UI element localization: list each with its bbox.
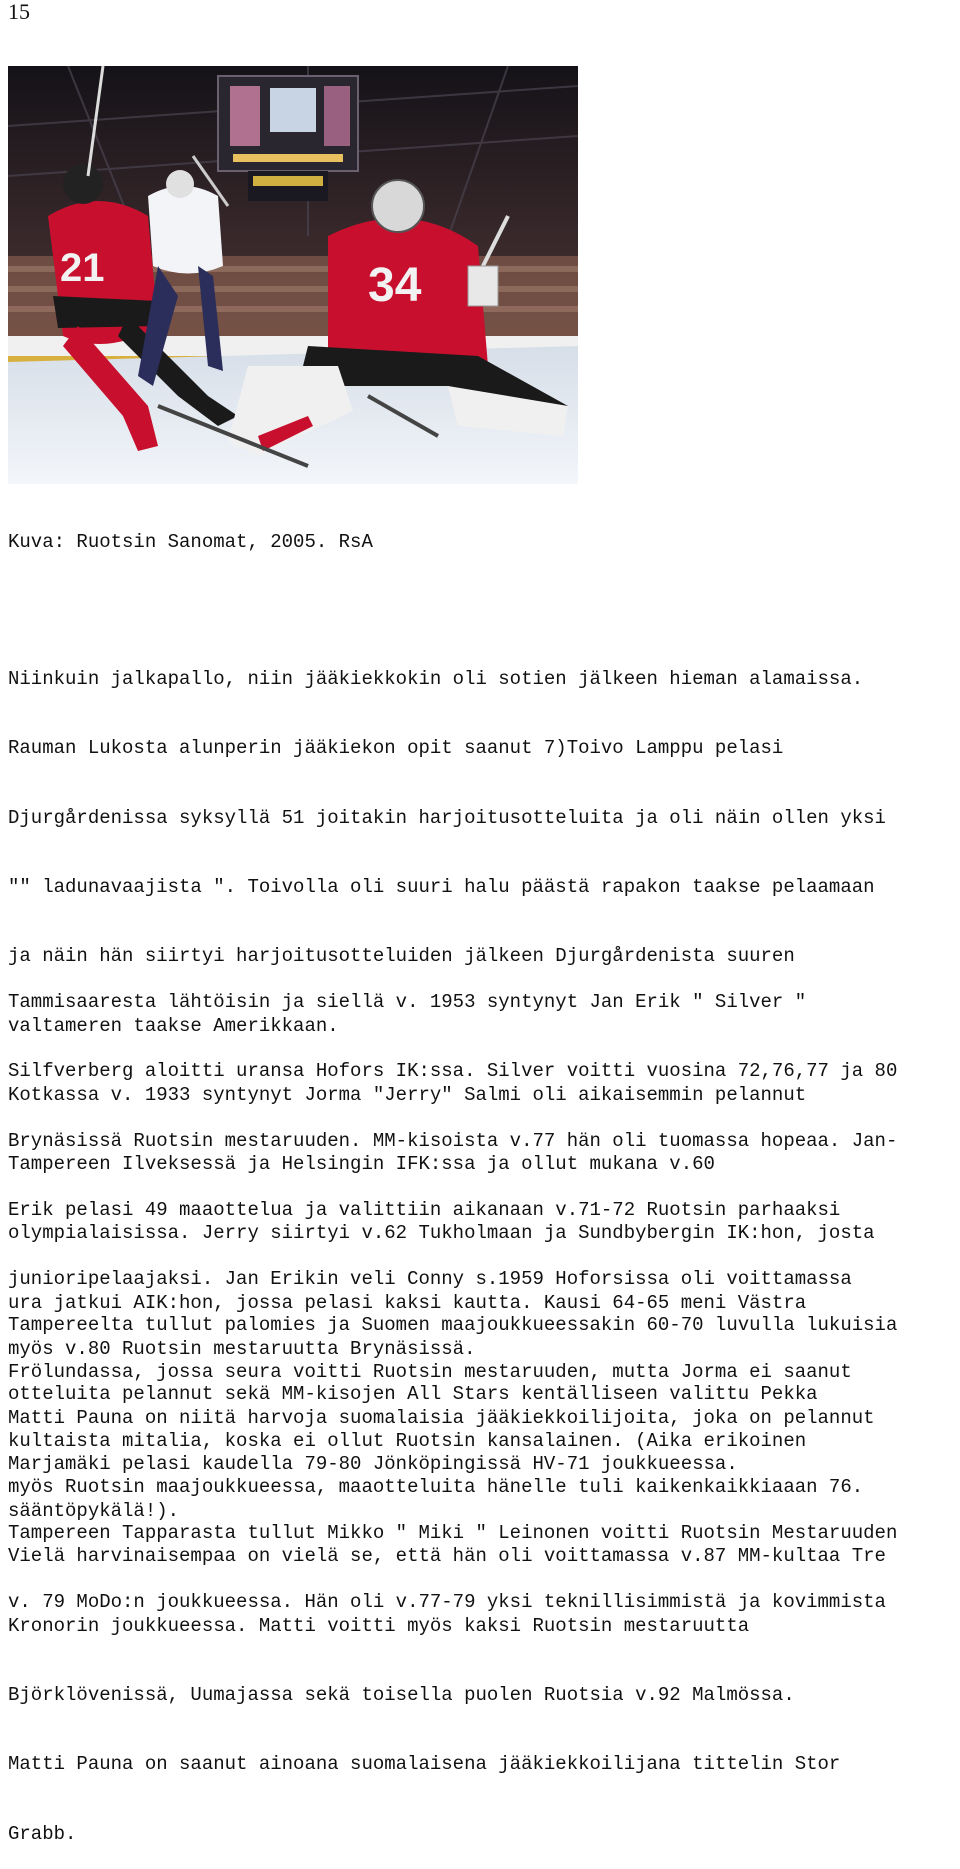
- hockey-photo: [8, 66, 578, 484]
- text-line: Tampereen Tapparasta tullut Mikko " Miki " Leinonen voitti Ruotsin Mestaruuden: [8, 1522, 898, 1545]
- text-line: otteluita pelannut sekä MM-kisojen All Stars kentälliseen valittu Pekka: [8, 1383, 818, 1406]
- text-line: Rauman Lukosta alunperin jääkiekon opit saanut 7)Toivo Lamppu pelasi: [8, 737, 784, 760]
- text-line: junioripelaajaksi. Jan Erikin veli Conny s.1959 Hoforsissa oli voittamassa: [8, 1268, 852, 1291]
- text-line: Djurgårdenissa syksyllä 51 joitakin harjoitusotteluita ja oli näin ollen yksi: [8, 806, 886, 829]
- text-line: Kotkassa v. 1933 syntynyt Jorma "Jerry" Salmi oli aikaisemmin pelannut: [8, 1083, 807, 1106]
- paragraph-3: [8, 1268, 960, 1638]
- text-line: "" ladunavaajista ". Toivolla oli suuri halu päästä rapakon taakse pelaamaan: [8, 876, 875, 899]
- text-line: kultaista mitalia, koska ei ollut Ruotsin kansalainen. (Aika erikoinen: [8, 1430, 807, 1453]
- text-line: valtameren taakse Amerikkaan.: [8, 1014, 339, 1037]
- page-number: 15: [8, 0, 30, 24]
- text-line: Matti Pauna on saanut ainoana suomalaisena jääkiekkoilijana tittelin Stor: [8, 1753, 841, 1776]
- text-line: Frölundassa, jossa seura voitti Ruotsin mestaruuden, mutta Jorma ei saanut: [8, 1361, 852, 1383]
- text-line: Erik pelasi 49 maaottelua ja valittiin aikanaan v.71-72 Ruotsin parhaaksi: [8, 1199, 841, 1222]
- text-line: v. 79 MoDo:n joukkueessa. Hän oli v.77-79 yksi teknillisimmistä ja kovimmista: [8, 1591, 886, 1614]
- photo-caption: Kuva: Ruotsin Sanomat, 2005. RsA: [8, 531, 373, 553]
- text-line: myös v.80 Ruotsin mestaruutta Brynäsissä.: [8, 1337, 476, 1360]
- text-line: Vielä harvinaisempaa on vielä se, että hän oli voittamassa v.87 MM-kultaa Tre: [8, 1545, 886, 1568]
- jersey-number-right: 34: [368, 259, 422, 312]
- text-line: Silfverberg aloitti uransa Hofors IK:ssa. Silver voitti vuosina 72,76,77 ja 80: [8, 1060, 898, 1083]
- text-line: ura jatkui AIK:hon, jossa pelasi kaksi kautta. Kausi 64-65 meni Västra: [8, 1291, 807, 1314]
- text-line: olympialaisissa. Jerry siirtyi v.62 Tukholmaan ja Sundbybergin IK:hon, josta: [8, 1222, 875, 1245]
- jersey-number-left: 21: [60, 246, 105, 290]
- text-line: Matti Pauna on niitä harvoja suomalaisia jääkiekkoilijoita, joka on pelannut: [8, 1406, 875, 1429]
- text-line: Tampereelta tullut palomies ja Suomen maajoukkueessakin 60-70 luvulla lukuisia: [8, 1314, 898, 1337]
- text-line: myös Ruotsin maajoukkueessa, maaotteluita hänelle tuli kaikenkaikkiaaan 76.: [8, 1476, 864, 1499]
- text-line: Brynäsissä Ruotsin mestaruuden. MM-kisoista v.77 hän oli tuomassa hopeaa. Jan-: [8, 1129, 898, 1152]
- text-line: Tammisaaresta lähtöisin ja siellä v. 1953 syntynyt Jan Erik " Silver ": [8, 991, 807, 1014]
- text-line: Kronorin joukkueessa. Matti voitti myös kaksi Ruotsin mestaruutta: [8, 1614, 750, 1637]
- text-line: sääntöpykälä!).: [8, 1499, 180, 1522]
- text-line: Tampereen Ilveksessä ja Helsingin IFK:ssa ja ollut mukana v.60: [8, 1153, 715, 1176]
- text-line: Björklövenissä, Uumajassa sekä toisella puolen Ruotsia v.92 Malmössa.: [8, 1684, 795, 1706]
- text-line: Marjamäki pelasi kaudella 79-80 Jönköpingissä HV-71 joukkueessa.: [8, 1452, 738, 1475]
- text-line: Niinkuin jalkapallo, niin jääkiekkokin oli sotien jälkeen hieman alamaissa.: [8, 668, 864, 691]
- text-line: ja näin hän siirtyi harjoitusotteluiden jälkeen Djurgårdenista suuren: [8, 945, 795, 968]
- text-line: Grabb.: [8, 1822, 77, 1845]
